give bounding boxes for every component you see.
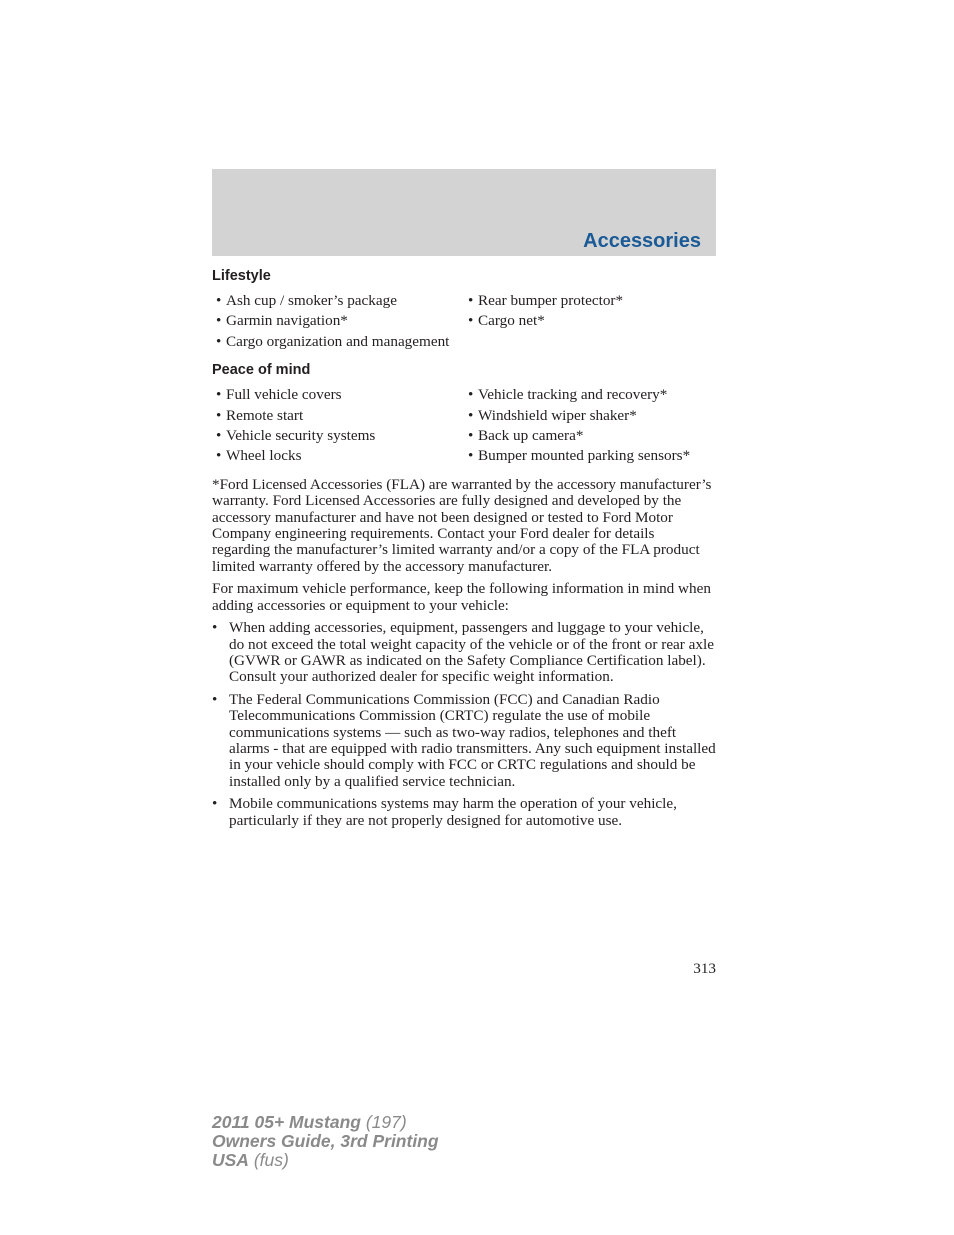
bullet-icon: • [468, 312, 474, 330]
peace-of-mind-list [212, 387, 716, 469]
list-item: • Windshield wiper shaker* [468, 406, 637, 424]
bullet-icon: • [468, 406, 474, 424]
section-title: Accessories [583, 230, 701, 252]
list-item: • Cargo organization and management [216, 332, 450, 350]
list-item: • When adding accessories, equipment, passengers and luggage to your vehicle, do not exceed the total weight capacity of the vehicle or of the front or rear axle (GVWR or GAWR as indicated on the Safety Compliance Certification label). Consult your authorized dealer for specific weight information. [212, 619, 714, 686]
list-item: • Mobile communications systems may harm the operation of your vehicle, particularly if they are not properly designed for automotive use. [212, 795, 677, 829]
list-item: • Ash cup / smoker’s package [216, 292, 397, 309]
page-content [212, 268, 716, 835]
lifestyle-list [212, 293, 716, 354]
bullet-icon: • [216, 332, 222, 350]
bullet-icon: • [468, 292, 474, 309]
bullet-icon: • [216, 312, 222, 330]
page-number: 313 [693, 960, 716, 977]
intro-paragraph: For maximum vehicle performance, keep the following information in mind when adding accessories or equipment to your vehicle: [212, 580, 711, 614]
bullet-icon: • [216, 386, 222, 404]
fla-warranty-paragraph: *Ford Licensed Accessories (FLA) are warranted by the accessory manufacturer’s warranty. Ford Licensed Accessories are fully designed and developed by the accessory manufacturer and have not been designed or tested to Ford Motor Company engineering requirements. Contact your Ford dealer for details regarding the manufacturer’s limited warranty and/or a copy of the FLA product limited warranty offered by the accessory manufacturer. [212, 475, 712, 575]
guidance-list [212, 620, 716, 829]
lifestyle-heading: Lifestyle [212, 268, 271, 284]
peace-of-mind-heading: Peace of mind [212, 362, 311, 379]
bullet-icon: • [216, 406, 222, 424]
bullet-icon: • [468, 447, 474, 465]
bullet-icon: • [216, 427, 222, 445]
list-item: • Vehicle security systems [216, 427, 376, 445]
document-footer [212, 1113, 439, 1170]
list-item: • Remote start [216, 406, 304, 424]
footer-line-guide: Owners Guide, 3rd Printing [212, 1131, 439, 1151]
list-item: • Full vehicle covers [216, 386, 342, 404]
list-item: • Vehicle tracking and recovery* [468, 386, 668, 404]
footer-line-region: USA (fus) [212, 1150, 289, 1170]
bullet-icon: • [212, 795, 218, 813]
bullet-icon: • [216, 292, 222, 309]
list-item: • Back up camera* [468, 427, 584, 445]
list-item: • The Federal Communications Commission (FCC) and Canadian Radio Telecommunications Commission (CRTC) regulate the use of mobile communications systems — such as two-way radios, telephones and theft alarms - that are equipped with radio transmitters. Any such equipment installed in your vehicle should comply with FCC or CRTC regulations and should be installed only by a qualified service technician. [212, 690, 716, 790]
list-item: • Wheel locks [216, 447, 302, 465]
list-item: • Cargo net* [468, 312, 545, 330]
bullet-icon: • [212, 690, 218, 708]
footer-line-model: 2011 05+ Mustang (197) [212, 1112, 407, 1132]
list-item: • Rear bumper protector* [468, 292, 624, 309]
list-item: • Bumper mounted parking sensors* [468, 447, 691, 465]
section-header-band [212, 169, 716, 256]
list-item: • Garmin navigation* [216, 312, 348, 330]
bullet-icon: • [468, 386, 474, 404]
bullet-icon: • [216, 447, 222, 465]
bullet-icon: • [468, 427, 474, 445]
bullet-icon: • [212, 619, 218, 637]
